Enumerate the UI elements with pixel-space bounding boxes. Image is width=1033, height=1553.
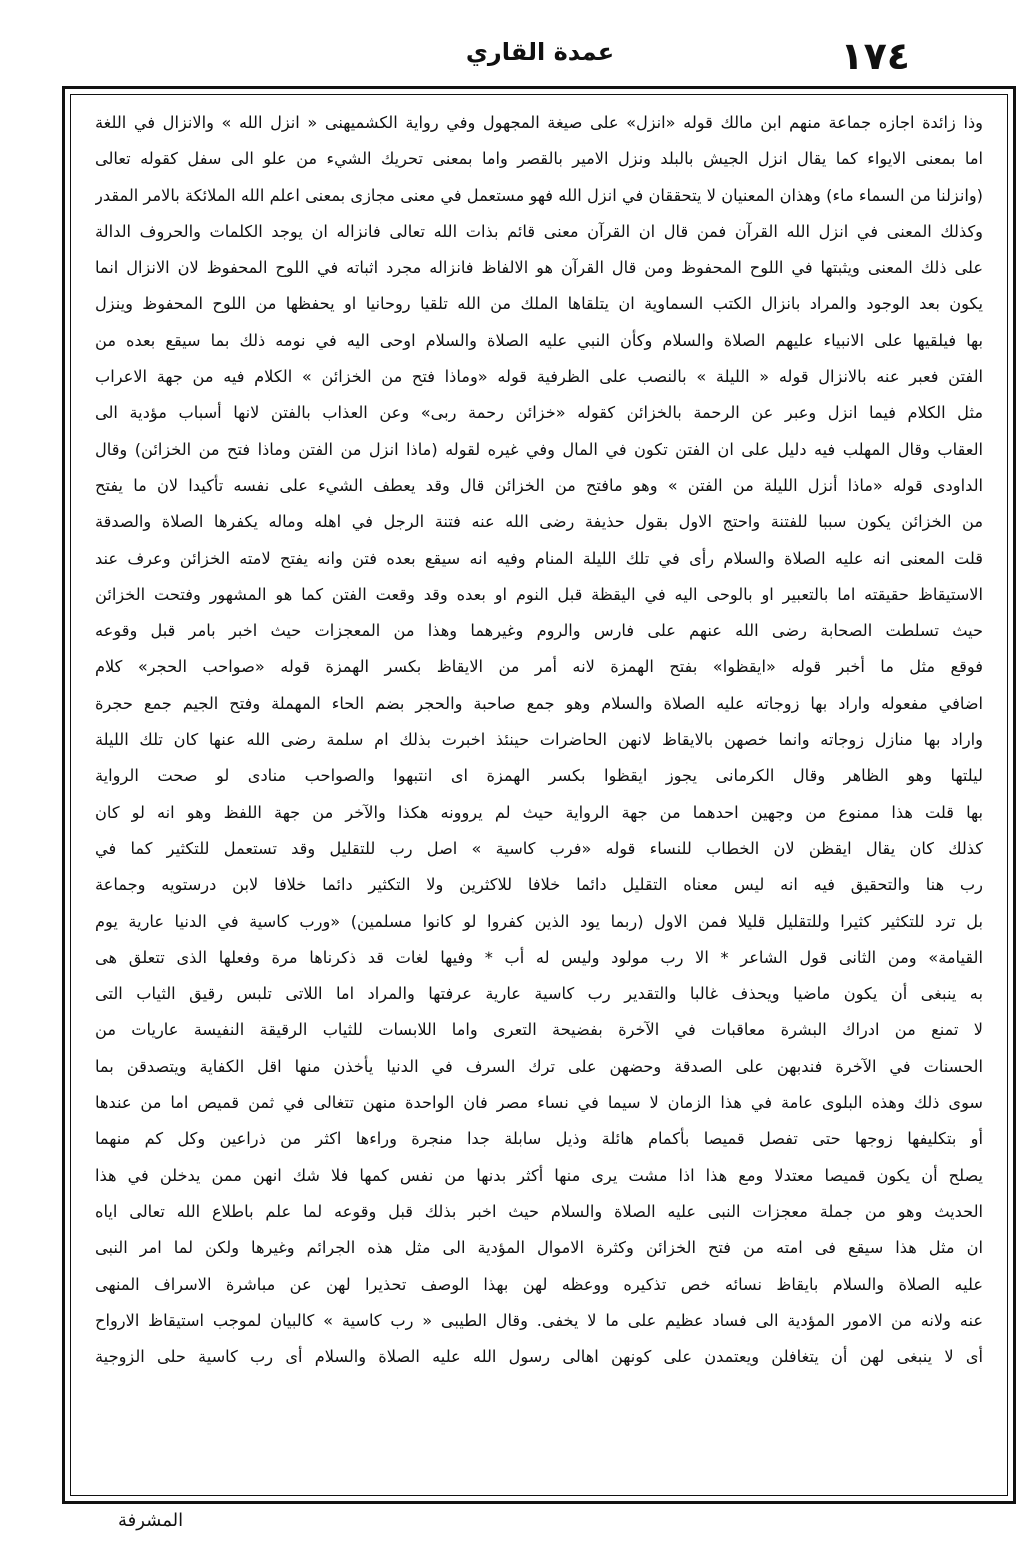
text-line: كذلك كان يقال ايقظن لان الخطاب للنساء قوله «فرب كاسية » اصل رب للتقليل وقد تستعمل للتكثير كما في [95,838,983,858]
page-frame-inner [70,94,1008,1496]
text-line: واراد بها منازل زوجاته وانما خصهن بالايقاظ لانهن الحاضرات حينئذ اخبرت بذلك ام سلمة رضى الله عنها كان تلك الليلة [95,730,983,750]
footer-text: المشرفة [118,1510,184,1531]
text-line: الحسنات في الآخرة فندبهن على الصدقة وحضهن على ترك السرف في الدنيا يأخذن منها اقل الكفاية ويتصدقن بما [95,1056,983,1076]
text-line: الفتن فعبر عنه بالانزال قوله « الليلة » بالنصب على الظرفية قوله «وماذا فتح من الخزائن » الكلام فيه من جهة الاعراب [95,367,983,387]
text-line: مثل الكلام فيما انزل وعبر عن الرحمة بالخزائن كقوله «خزائن رحمة ربى» وعن العذاب بالفتن لانها أسباب مؤدية الى [95,403,983,423]
text-line: ان مثل هذا سيقع فى امته من فتح الخزائن وكثرة الاموال المؤدية الى مثل هذه الجرائم وغيرها ولكن لما امر النبى [95,1238,983,1258]
text-line: على ذلك المعنى ويثبتها في اللوح المحفوظ ومن قال القرآن هو الالفاظ فانزاله مجرد اثباته في اللوح المحفوظ لان الانزال انما [95,258,983,278]
text-line: يصلح أن يكون قميصا معتدلا ومع هذا اذا مشت يرى منها أكثر بدنها من نفس كمها فلا شك انهن ممن يدخلن في هذا [95,1165,983,1185]
book-title: عمدة القاري [465,38,615,66]
page-header [60,28,1020,84]
text-line: الحديث وهو من جملة معجزات النبى عليه الصلاة والسلام حيث اخبر بذلك قبل وقوعه لما علم باطلاع الله تعالى اياه [95,1201,983,1221]
text-line: الداودى قوله «ماذا أنزل الليلة من الفتن » وهو مافتح من الخزائن قال وقد يعطف الشيء على نفسه تأكيدا لان ما يفتح [95,475,983,495]
text-line: بل ترد للتكثير كثيرا وللتقليل قليلا فمن الاول (ربما يود الذين كفروا لو كانوا مسلمين) «ورب كاسية في الدنيا عارية يوم [95,911,983,931]
text-line: وذا زائدة اجازه جماعة منهم ابن مالك قوله «انزل» على صيغة المجهول وفي رواية الكشميهنى « انزل الله » والانزال في اللغة [95,113,983,132]
text-line: بها قلت هذا ممنوع من وجهين احدهما من جهة الرواية حيث لم يروونه هكذا والآخر من جهة اللفظ وهو انه لو كان [95,802,983,822]
text-body [95,105,983,1485]
page-number: ١٧٤ [840,34,910,78]
text-line: اما بمعنى الايواء كما يقال انزل الجيش بالبلد ونزل الامير بالقصر واما بمعنى تحريك الشيء من علو الى سفل كقوله تعالى [95,149,983,169]
text-line: سوى ذلك وهذه البلوى عامة في هذا الزمان لا سيما في نساء مصر فان الواحدة منهن تتغالى في ثمن قميص اما من عندها [95,1093,983,1113]
text-line: قلت المعنى انه عليه الصلاة والسلام رأى في تلك الليلة المنام وفيه انه سيقع بعده فتن وانه يفتح لامته الخزائن وعرف عند [95,548,983,568]
text-line [95,1375,983,1411]
page-frame-outer [62,86,1016,1504]
text-line: رب هنا والتحقيق فيه انه ليس معناه التقليل دائما خلافا للاكثرين ولا التكثير دائما خلافا لابن درستويه وجماعة [95,875,983,895]
text-line: عنه ولانه من الامور المؤدية الى فساد عظيم على ما لا يخفى. وقال الطيبى « رب كاسية » كالبيان لموجب استيقاظ الارواح [95,1310,983,1330]
text-line: الاستيقاظ حقيقته اما بالتعبير او بالوحى اليه في اليقظة قبل النوم او بعده وقد وقعت الفتن كما هو المشهور وفتحت الخزائن [95,584,983,604]
text-line: بها فيلقيها على الانبياء عليهم الصلاة والسلام وكأن النبي عليه الصلاة والسلام اوحى اليه في نومه ذلك بما سيقع بعده من [95,330,983,350]
text-line: فوقع مثل ما أخبر قوله «ايقظوا» بفتح الهمزة لانه أمر من الايقاظ بكسر الهمزة قوله «صواحب الحجر» كلام [95,657,983,677]
text-line: عليه الصلاة والسلام بايقاظ نسائه خص تذكيره ووعظه لهن بهذا الوصف تحذيرا لهن عن مباشرة الاسراف المنهى [95,1274,983,1294]
text-line: حيث تسلطت الصحابة رضى الله عنهم على فارس والروم وغيرهما وهذا من المعجزات حيث اخبر بامر قبل وقوعه [95,621,983,641]
text-line: (وانزلنا من السماء ماء) وهذان المعنيان لا يتحققان في انزل الله فهو مستعمل في معنى مجازى بمعنى اعلم الله الملائكة بالامر المقدر [95,185,983,205]
text-line: اضافي مفعوله واراد بها زوجاته عليه الصلاة والسلام وهو جمع صاحبة والحجر بضم الحاء المهملة وفتح الجيم جمع حجرة [95,693,983,713]
text-line: ليلتها وهو الظاهر وقال الكرمانى يجوز ايقظوا بكسر الهمزة اى انتبهوا والصواحب منادى لو صحت الرواية [95,766,983,786]
text-line: من الخزائن يكون سببا للفتنة واحتج الاول بقول حذيفة رضى الله عنه فتنة الرجل في اهله وماله يكفرها الصلاة والصدقة [95,512,983,532]
text-line: أى لا ينبغى لهن أن يتغافلن ويعتمدن على كونهن اهالى رسول الله عليه الصلاة والسلام أى رب كاسية حلى الزوجية [95,1347,983,1367]
text-line: يكون بعد الوجود والمراد بانزال الكتب السماوية ان يتلقاها الملك من الله تلقيا روحانيا او يحفظها من اللوح المحفوظ وينزل [95,294,983,314]
text-line: أو بتكليفها زوجها حتى تفصل قميصا بأكمام هائلة وذيل سابلة جدا منجرة وراءها اكثر من ذراعين وكل كم منهما [95,1129,983,1149]
text-line: لا تمنع من ادراك البشرة معاقبات في الآخرة بفضيحة التعرى واما اللابسات للثياب الرقيقة النفيسة عاريات من [95,1020,983,1040]
text-line: القيامة» ومن الثانى قول الشاعر * الا رب مولود وليس له أب * وفيها لغات قد ذكرناها مرة وفعلها الذى تتعلق هى [95,947,983,967]
text-line: العقاب وقال المهلب فيه دليل على ان الفتن تكون في المال وفي غيره لقوله (ماذا انزل من الفتن وماذا فتح من الخزائن) وقال [95,439,983,459]
text-line: وكذلك المعنى في انزل الله القرآن فمن قال ان القرآن معنى قائم بذات الله تعالى فانزاله ان يوجد الكلمات والحروف الدالة [95,221,983,241]
text-line: به ينبغى أن يكون ماضيا ويحذف غالبا والتقدير رب كاسية عارية عرفتها والمراد اما اللاتى تلبس رقيق الثياب التى [95,984,983,1004]
text-line [95,1448,983,1484]
text-line [95,1412,983,1448]
